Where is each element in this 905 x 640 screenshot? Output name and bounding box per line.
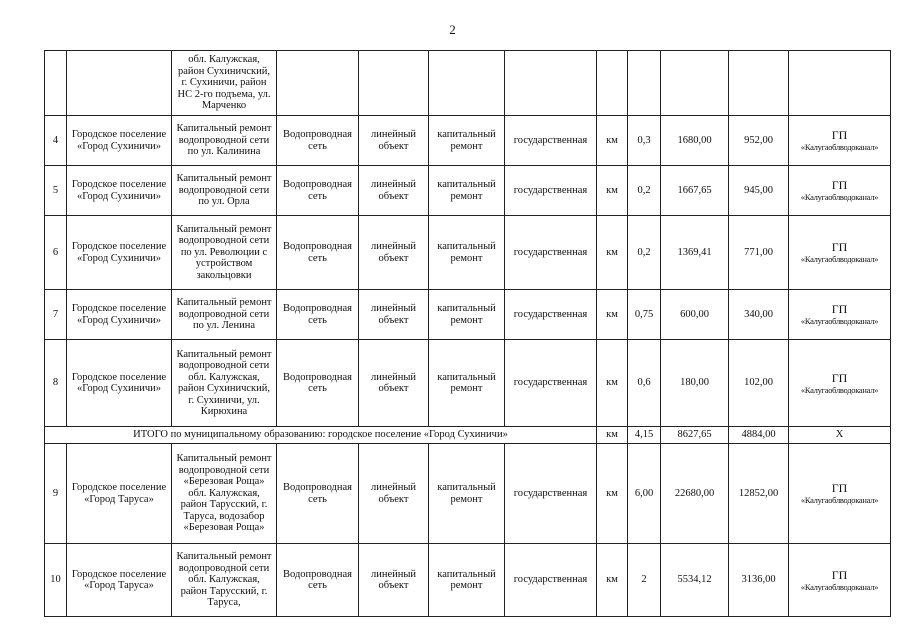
table-row	[45, 166, 891, 216]
operator-abbr: ГП	[831, 370, 848, 385]
cell-description: Капитальный ремонт водопроводной сети по ул. Орла	[172, 166, 277, 216]
cell-unit	[597, 51, 628, 116]
cell-ownership: государственная	[505, 340, 597, 427]
itog-cost-second: 4884,00	[729, 427, 789, 444]
cell-ownership	[505, 51, 597, 116]
itog-label: ИТОГО по муниципальному образованию: городское поселение «Город Сухиничи»	[45, 427, 597, 444]
operator-name: «Калугаоблводоканал»	[800, 316, 879, 326]
operator-name: «Калугаоблводоканал»	[800, 495, 879, 505]
cell-cost-second: 12852,00	[729, 444, 789, 544]
cell-work-type: капитальный ремонт	[429, 544, 505, 617]
cell-object: Водопроводная сеть	[277, 340, 359, 427]
cell-object-type: линейный объект	[359, 544, 429, 617]
cell-length: 0,2	[628, 166, 661, 216]
cell-cost-second: 952,00	[729, 116, 789, 166]
table-row	[45, 544, 891, 617]
cell-length: 0,2	[628, 216, 661, 290]
cell-length: 0,3	[628, 116, 661, 166]
cell-cost-total	[661, 51, 729, 116]
cell-cost-second: 3136,00	[729, 544, 789, 617]
page-number: 2	[449, 22, 456, 37]
cell-cost-total: 1680,00	[661, 116, 729, 166]
cell-work-type: капитальный ремонт	[429, 444, 505, 544]
operator-name: «Калугаоблводоканал»	[800, 384, 879, 395]
cell-cost-total: 22680,00	[661, 444, 729, 544]
operator-abbr: ГП	[831, 128, 848, 142]
operator-name: «Калугаоблводоканал»	[800, 142, 879, 152]
cell-operator	[789, 444, 891, 544]
cell-cost-second	[729, 51, 789, 116]
cell-length	[628, 51, 661, 116]
cell-num: 7	[45, 290, 67, 340]
cell-operator	[789, 116, 891, 166]
cell-municipality: Городское поселение «Город Таруса»	[67, 444, 172, 544]
cell-cost-total: 5534,12	[661, 544, 729, 617]
cell-num: 4	[45, 116, 67, 166]
cell-length: 0,75	[628, 290, 661, 340]
cell-municipality: Городское поселение «Город Таруса»	[67, 544, 172, 617]
operator-name: «Калугаоблводоканал»	[800, 254, 879, 264]
cell-cost-total: 600,00	[661, 290, 729, 340]
cell-cost-second: 102,00	[729, 340, 789, 427]
cell-object	[277, 51, 359, 116]
cell-municipality: Городское поселение «Город Сухиничи»	[67, 216, 172, 290]
cell-work-type	[429, 51, 505, 116]
cell-operator	[789, 216, 891, 290]
cell-municipality: Городское поселение «Город Сухиничи»	[67, 116, 172, 166]
operator-abbr: ГП	[831, 240, 848, 254]
cell-length: 6,00	[628, 444, 661, 544]
cell-unit: км	[597, 116, 628, 166]
cell-ownership: государственная	[505, 444, 597, 544]
operator-name: «Калугаоблводоканал»	[800, 581, 879, 592]
cell-cost-second: 771,00	[729, 216, 789, 290]
cell-ownership: государственная	[505, 166, 597, 216]
operator-name: «Калугаоблводоканал»	[800, 192, 879, 202]
itog-unit: км	[597, 427, 628, 444]
cell-ownership: государственная	[505, 290, 597, 340]
cell-object-type: линейный объект	[359, 116, 429, 166]
cell-length: 2	[628, 544, 661, 617]
cell-num: 5	[45, 166, 67, 216]
cell-num: 6	[45, 216, 67, 290]
cell-description: Капитальный ремонт водопроводной сети по ул. Ленина	[172, 290, 277, 340]
cell-work-type: капитальный ремонт	[429, 340, 505, 427]
cell-operator	[789, 166, 891, 216]
cell-object: Водопроводная сеть	[277, 544, 359, 617]
operator-abbr: ГП	[831, 302, 848, 316]
cell-municipality: Городское поселение «Город Сухиничи»	[67, 166, 172, 216]
cell-object: Водопроводная сеть	[277, 216, 359, 290]
table-row	[45, 290, 891, 340]
cell-cost-second: 945,00	[729, 166, 789, 216]
cell-length: 0,6	[628, 340, 661, 427]
table-row-continued	[45, 51, 891, 116]
cell-cost-total: 1667,65	[661, 166, 729, 216]
cell-unit: км	[597, 216, 628, 290]
cell-unit: км	[597, 544, 628, 617]
cell-municipality	[67, 51, 172, 116]
cell-unit: км	[597, 444, 628, 544]
cell-object-type: линейный объект	[359, 340, 429, 427]
cell-object-type: линейный объект	[359, 166, 429, 216]
cell-description: обл. Калужская, район Сухиничский, г. Сухиничи, район НС 2-го подъема, ул. Марченко	[172, 51, 277, 116]
cell-ownership: государственная	[505, 216, 597, 290]
cell-work-type: капитальный ремонт	[429, 166, 505, 216]
cell-operator	[789, 544, 891, 617]
itog-mark: Х	[789, 427, 891, 444]
cell-operator	[789, 51, 891, 116]
cell-work-type: капитальный ремонт	[429, 116, 505, 166]
cell-unit: км	[597, 340, 628, 427]
table-row	[45, 116, 891, 166]
cell-object: Водопроводная сеть	[277, 116, 359, 166]
cell-unit: км	[597, 290, 628, 340]
register-table	[44, 50, 891, 617]
cell-num: 9	[45, 444, 67, 544]
table-row	[45, 340, 891, 427]
cell-description: Капитальный ремонт водопроводной сети по ул. Калинина	[172, 116, 277, 166]
cell-operator	[789, 340, 891, 427]
cell-num: 10	[45, 544, 67, 617]
cell-description: Капитальный ремонт водопроводной сети по ул. Революции с устройством закольцовки	[172, 216, 277, 290]
table-row	[45, 444, 891, 544]
cell-municipality: Городское поселение «Город Сухиничи»	[67, 290, 172, 340]
cell-work-type: капитальный ремонт	[429, 216, 505, 290]
cell-object: Водопроводная сеть	[277, 444, 359, 544]
cell-object: Водопроводная сеть	[277, 166, 359, 216]
cell-object-type: линейный объект	[359, 290, 429, 340]
operator-abbr: ГП	[831, 567, 848, 582]
cell-unit: км	[597, 166, 628, 216]
cell-operator	[789, 290, 891, 340]
cell-cost-total: 1369,41	[661, 216, 729, 290]
cell-description: Капитальный ремонт водопроводной сети обл. Калужская, район Тарусский, г. Таруса,	[172, 544, 277, 617]
cell-ownership: государственная	[505, 544, 597, 617]
cell-num	[45, 51, 67, 116]
cell-num: 8	[45, 340, 67, 427]
table-row	[45, 216, 891, 290]
itog-length: 4,15	[628, 427, 661, 444]
operator-abbr: ГП	[831, 481, 848, 495]
operator-abbr: ГП	[831, 178, 848, 192]
cell-object-type: линейный объект	[359, 444, 429, 544]
cell-ownership: государственная	[505, 116, 597, 166]
cell-object-type	[359, 51, 429, 116]
itog-row	[45, 427, 891, 444]
itog-cost-total: 8627,65	[661, 427, 729, 444]
cell-work-type: капитальный ремонт	[429, 290, 505, 340]
cell-object-type: линейный объект	[359, 216, 429, 290]
cell-cost-total: 180,00	[661, 340, 729, 427]
cell-object: Водопроводная сеть	[277, 290, 359, 340]
cell-municipality: Городское поселение «Город Сухиничи»	[67, 340, 172, 427]
cell-cost-second: 340,00	[729, 290, 789, 340]
cell-description: Капитальный ремонт водопроводной сети обл. Калужская, район Сухиничский, г. Сухиничи, ул. Кирюхина	[172, 340, 277, 427]
cell-description: Капитальный ремонт водопроводной сети «Березовая Роща» обл. Калужская, район Тарусский, г. Таруса, водозабор «Березовая Роща»	[172, 444, 277, 544]
